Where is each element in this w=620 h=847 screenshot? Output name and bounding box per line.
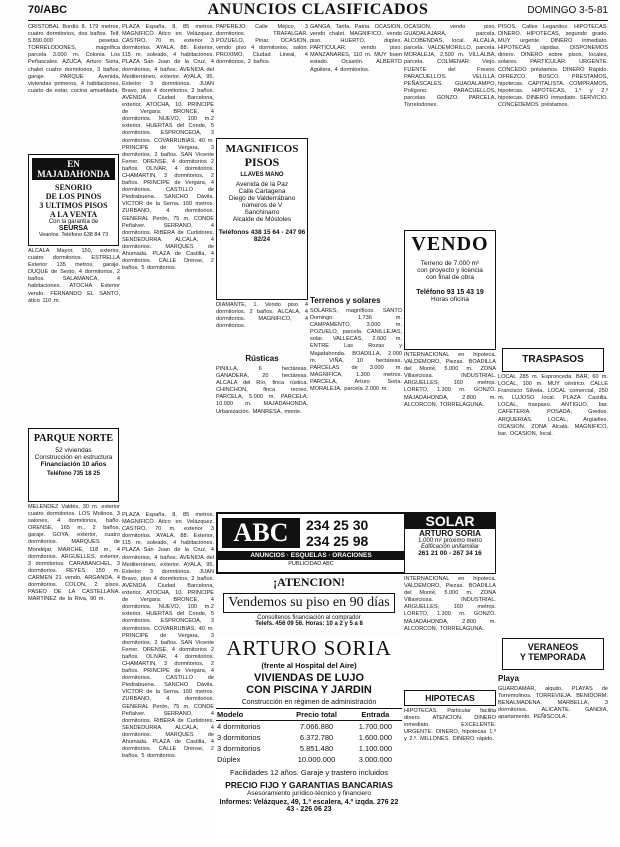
ads-text: ALCALA Mayor, 150, exterior, cuatro dormitorios. ESTRELLA Exterior 135 metros, garaje. DUQUE de Sesto, 4 dormitorios, 2 baños. SALAMANCA, 4 habitaciones. ATOCHA Exterior vendo. FERNANDO EL SANTO, ático 110 m. xyxy=(28,248,120,304)
phone-number: 234 25 30 xyxy=(306,517,369,533)
price-table xyxy=(216,708,402,765)
ad-abc-phones xyxy=(216,512,406,574)
ad-headline: ¡ATENCION! xyxy=(273,575,345,589)
column-1 xyxy=(28,24,120,841)
ad-headline: PISOS xyxy=(244,155,280,169)
ad-line: Sanchinarro xyxy=(244,209,280,216)
ad-line: Construcción en estructura xyxy=(34,454,113,461)
cell: 7.066.880 xyxy=(299,722,334,731)
ad-line: Teléfono 93 15 43 19 xyxy=(416,289,484,296)
table-header xyxy=(216,709,402,721)
cell: 3 dormitorios xyxy=(217,733,261,742)
cell: 5.851.480 xyxy=(299,744,334,753)
ad-headline: EN MAJADAHONDA xyxy=(32,158,115,180)
page-number: 70/ABC xyxy=(28,4,68,16)
ad-line: Teléfono 735 18 25 xyxy=(47,471,100,477)
hipotecas-heading xyxy=(404,690,496,706)
cell: 6.372.780 xyxy=(299,733,334,742)
ad-headline: MAGNIFICOS xyxy=(225,143,299,155)
table-row xyxy=(216,743,402,754)
ad-atencion xyxy=(216,575,402,633)
section-heading: TRASPASOS xyxy=(522,354,584,365)
ads-text: GANGA, Tarifa. Patria. OCASION, vendo chalet. MAGNIFICO, vendo piso. HUERTO, dúplex. PARTICULAR, vendo piso. MANZANARES, 110 m. MUY buen estado. Ocasión. ALBERTO Aguilera, 4 dormitorios. xyxy=(310,24,402,73)
section-rusticas: Rústicas xyxy=(245,354,279,363)
column-5 xyxy=(404,24,496,841)
ad-line: Informes: Velázquez, 49, 1.ª escalera, 4.º izqda. 276 22 43 - 226 06 23 xyxy=(219,799,399,813)
section-heading: Y TEMPORADA xyxy=(519,652,587,662)
issue-date: DOMINGO 3-5-81 xyxy=(527,5,608,16)
ad-line: SEURSA xyxy=(58,225,89,232)
cell: 4 dormitorios xyxy=(217,722,261,731)
ad-arturo-soria xyxy=(216,636,402,842)
ads-text: OCASION, vendo piso. GUADALAJARA, parcela. ALCOBENDAS, local. ALCALA, parcela. VALDEMORILLO, parcela. MORALEJA, 2.500 m. VILLALBA, parcela. COLMENAR Viejo. FUENTE del Fresno. PARACUELLOS. VELILLA. PEÑASCALES. GUADALAMPO, Polígono. PARACUELLOS, parcelas. GONZO. PARCELA, Torrelodones. xyxy=(404,24,496,109)
ad-line: Financiación 10 años xyxy=(40,461,107,468)
ad-headline: Vendemos su piso en 90 días xyxy=(223,593,394,613)
ad-solar xyxy=(404,512,496,574)
ad-line: 1.000 m² próximo metro xyxy=(418,538,482,544)
ad-line: ARTURO SORIA xyxy=(419,529,481,538)
ad-line: CON PISCINA Y JARDIN xyxy=(246,684,372,696)
cell: Dúplex xyxy=(217,755,241,764)
ad-line: DE LOS PINOS xyxy=(45,192,102,201)
ad-line: Facilidades 12 años. Garaje y trastero incluidos xyxy=(230,768,388,777)
ads-text: DIAMANTE, 1. Vendo piso 4 dormitorios, 2 baños. ALCALA, 4 dormitorios. MAGNIFICO, 4 dormitorios. xyxy=(216,302,308,330)
ad-headline: PARQUE NORTE xyxy=(33,433,114,444)
ad-line: Consúltenos financiación al comprador xyxy=(257,615,361,621)
ad-line: 52 viviendas xyxy=(55,447,92,454)
abc-services: ANUNCIOS · ESQUELAS · ORACIONES xyxy=(218,551,404,560)
ads-text: PLAZA España, 8, 85 metros. MAGNIFICO Atico en Velázquez. CASTRO, 70 m. exterior 3 dormitorios. AYALA, 88. Exterior, 115 m. soleado, 4 habitaciones. PLAZA San Juan de la Cruz, 4 dormitorios, 4 baños. AVENIDA del Mediterráneo, exterior. AYALA, 95. Exterior 3 dormitorios. JUAN Bravo, piso 4 dormitorios, 2 baños. AVENIDA Ciudad Barcelona, exterior. ATOCHA, 10. PRINCIPE de Vergara. BRONCE, 4 dormitorios. NUEVO, 100 m.2 exterior. HUERTAS del Conde, 5 dormitorios. ESPRONCEDA, 3 dormitorios. COVARRUBIAS, 40 m. PRINCIPE de Vergara, 3 dormitorios, 2 baños. SAN Vicente Ferrer. ORENSE, 4 dormitorios 2 baños. OLIVAR, 4 dormitorios. CHAMARTIN, 3 dormitorios, 2 baños. PRINCIPE de Vergara, 4 dormitorios. CASTILLO de Piedrabuena. SANCHO Dávila. VICTOR de la Serna, 160 metros. ZURBANO, 4 dormitorios. GENERAL Perón, 75 m. CONDE Peñalver. SERRANO, 4 dormitorios. RIBERA de Curtidores. SENDEDURRA. ALCALA, 4 dormitorios. MARQUES de Ahumada. PLAZA de Castilla, 4 dormitorios. CALLE Orense, 2 baños, 5 dormitorios. xyxy=(122,24,214,272)
ads-text: INTERNACIONAL en hipoteca. VALDEMORO, Piezas. BOADILLA del Monte, 5.000 m. ZONA Villaviciosa. INDUSTRIAL. ARGUELLES, 160 metros. LORETO, 1.300 m. GONZO. MAJADAHONDA, 2.800 m. ALCORCON. TORRELAGUNA. xyxy=(404,576,496,632)
ad-line: con final de obra xyxy=(425,274,475,281)
ad-line: VIVIENDAS DE LUJO xyxy=(253,672,365,684)
section-terrenos: Terrenos y solares xyxy=(310,296,381,305)
ad-line: 3 ULTIMOS PISOS xyxy=(39,201,108,210)
cell: 1.100.000 xyxy=(358,744,393,753)
ad-line: Construcción en régimen de administración xyxy=(241,699,377,706)
ad-headline: VENDO xyxy=(411,233,489,255)
ad-line: Edificación unifamiliar xyxy=(420,544,480,550)
ad-line: Alcalde de Móstoles xyxy=(232,216,292,223)
cell: 10.000.000 xyxy=(297,755,336,764)
col-header: Modelo xyxy=(217,710,244,719)
table-row xyxy=(216,721,402,733)
ad-line: con proyecto y licencia xyxy=(417,267,483,274)
ad-parque-norte xyxy=(28,428,119,502)
veraneos-heading xyxy=(502,638,604,670)
ad-vendo xyxy=(404,230,496,350)
abc-logo: ABC xyxy=(222,518,300,548)
ad-line: Veanlos. Teléfono 638 84 73 xyxy=(38,232,109,238)
ad-line: 261 21 00 - 267 34 16 xyxy=(418,550,482,557)
cell: 1.600.000 xyxy=(358,733,393,742)
phone-number: 234 25 98 xyxy=(306,533,369,549)
ad-line: Asesoramiento jurídico-técnico y financiero xyxy=(247,790,371,797)
ad-magnificos-pisos xyxy=(216,138,308,300)
ads-text: CRISTOBAL Bordiú 8, 179 metros, cuatro dormitorios, dos baños. Telf. 5.890.000 pesetas. TORRELODONES, magnífica parcela 3.000 m. Colonia Los Peñascales. AZUCA, Arturo Soria, chalet cuatro dormitorios, 3 baños, garaje. PARQUE Avenida, viviendas primeros, 4 habitaciones, cuarto de estar, cocina amueblada. xyxy=(28,24,120,94)
section-title: ANUNCIOS CLASIFICADOS xyxy=(207,1,429,18)
ad-line: SENORIO xyxy=(55,183,92,192)
ads-text: PLAZA España, 8, 85 metros. MAGNIFICO Atico en Velázquez. CASTRO, 70 m. exterior 3 dormitorios. AYALA, 88. Exterior, 115 m. soleado, 4 habitaciones. PLAZA San Juan de la Cruz, 4 dormitorios, 4 baños. AVENIDA del Mediterráneo, exterior. AYALA, 95. Exterior 3 dormitorios. JUAN Bravo, piso 4 dormitorios, 2 baños. AVENIDA Ciudad Barcelona, exterior. ATOCHA, 10. PRINCIPE de Vergara. BRONCE, 4 dormitorios. NUEVO, 100 m.2 exterior. HUERTAS del Conde, 5 dormitorios. ESPRONCEDA, 3 dormitorios. COVARRUBIAS, 40 m. PRINCIPE de Vergara, 3 dormitorios, 2 baños. SAN Vicente Ferrer. ORENSE, 4 dormitorios 2 baños. OLIVAR, 4 dormitorios. CHAMARTIN, 3 dormitorios, 2 baños. PRINCIPE de Vergara, 4 dormitorios. CASTILLO de Piedrabuena. SANCHO Dávila. VICTOR de la Serna, 160 metros. ZURBANO, 4 dormitorios. GENERAL Perón, 75 m. CONDE Peñalver. SERRANO, 4 dormitorios. RIBERA de Curtidores. SENDEDURRA. ALCALA, 4 dormitorios. MARQUES de Ahumada. PLAZA de Castilla, 4 dormitorios. CALLE Orense, 2 baños, 5 dormitorios. xyxy=(122,512,214,760)
ad-majadahonda xyxy=(28,154,119,246)
table-row xyxy=(216,754,402,765)
col-header: Entrada xyxy=(361,710,390,719)
traspasos-heading xyxy=(502,348,604,372)
ad-line: A LA VENTA xyxy=(49,210,98,219)
ad-line: Telefs. 456 09 56. Horas: 10 a 2 y 5 a 8 xyxy=(255,621,363,627)
ads-text: PISOS, Calles Leganitos. HIPOTECAS. DINERO. HIPOTECAS, segundo grado. MUY urgente. DINERO inmediato. HIPOTECAS rápidas. DISPONEMOS dinero. DINERO sobre pisos, locales, solares. PARTICULAR. URGENTE. CONCEDO préstamos. DINERO Rápido. OFREZCO. BUSCO. PRESTAMOS, hipotecas. CAPITALISTA. COMPRAMOS, hipotecas. HIPOTECAS, 1.º y 2.º hipotecas. DINERO inmediato. SERVICIO. CONCEDEMOS préstamos. xyxy=(498,24,608,109)
ad-line: Avenida de la Paz xyxy=(235,181,289,188)
ad-line: PRECIO FIJO Y GARANTIAS BANCARIAS xyxy=(225,780,393,790)
ad-line: números de V xyxy=(241,202,283,209)
cell: 3.000.000 xyxy=(358,755,393,764)
ad-line: Calle Cartagena xyxy=(238,188,286,195)
section-heading: VERANEOS xyxy=(527,642,579,652)
ads-text: PINILLA, 6 hectáreas. GANADERA, 20 hectáreas. ALCALA del Río, finca rústica. CHINCHON, finca recreo. PARCELA, 5.000 m. PARCELA, 10.000 m. MAJADAHONDA, Urbanización. MANRESA, monte. xyxy=(216,366,308,415)
ads-text: MELENDEZ Valdés, 30 m. exterior cuatro dormitorios. LOS Molinos, 3 salones, 4 dormitorios, baño. ORENSE, 165 m., 2 baños, garaje. GOYA, exterior, cuatro dormitorios. MARQUES de Mondéjar. MARCHE, 118 m., 4 dormitorios. ARGUELLES, exterior, 3 dormitorios. CARABANCHEL, 3 dormitorios. REYES, 150 m. CARMEN 21 vendo. ARGANDA, 4 dormitorios. COLON, 2 pisos. PASEO DE LA CASTELLANA. MARTINEZ de la Riva, 90 m. xyxy=(28,504,120,603)
cell: 1.700.000 xyxy=(358,722,393,731)
ads-text: GUARDAMAR, alquilo. PLAYAS de Torremolinos. TORREVIEJA. BENIDORM. BENALMADENA. MARBELLA, 3 dormitorios. ALICANTE. GANDIA, apartamento. PEÑISCOLA. xyxy=(498,686,608,721)
ads-text: INTERNACIONAL en hipoteca. VALDEMORO, Piezas. BOADILLA del Monte, 5.000 m. ZONA Villaviciosa. INDUSTRIAL. ARGUELLES, 160 metros. LORETO, 1.300 m. GONZO. MAJADAHONDA, 2.800 m. ALCORCON. TORRELAGUNA. xyxy=(404,352,496,408)
ad-line: Horas oficina xyxy=(431,296,469,303)
ad-line: LLAVES MANO xyxy=(240,172,284,178)
column-6 xyxy=(498,24,608,841)
ads-text: LOCAL 285 m. Espronceda. BAR, 60 m. LOCAL, 100 m. MUY céntrico. CALLE Francisco Silvela. LOCAL comercial, 250 m. LUJOSO local. PLAZA Castilla. LOCAL, traspaso. ANTIGUO, bar. CAFETERIA. POSADA, Gredos. ARQUERIAS. LOCAL, Argüelles. OCASION. ZONA Alcalá. MAGNIFICO, bar. OCASION, local. xyxy=(498,374,608,437)
ad-headline: ARTURO SORIA xyxy=(226,636,392,660)
section-heading: HIPOTECAS xyxy=(425,693,475,703)
cell: 3 dormitorios xyxy=(217,744,261,753)
ad-headline: SOLAR xyxy=(405,513,495,529)
table-row xyxy=(216,732,402,743)
abc-tagline: PUBLICIDAD ABC xyxy=(288,561,334,567)
ad-line: Diego de Valderrábano xyxy=(228,195,296,202)
page-header xyxy=(28,0,608,21)
ad-line: Teléfonos 438 15 64 - 247 96 82/24 xyxy=(218,229,306,243)
ads-text: HIPOTECAS. Particular facilita dinero. ATENCION. DINERO inmediato. EXCELENTE. URGENTE. DINERO, hipotecas 1.º y 2.º. MILLONES. DINERO rápido. xyxy=(404,708,496,743)
ads-text: SOLARES, magníficos. SANTO Domingo. 1.736 m. CAMPAMENTO, 3.000 m. POZUELO, parcela. CANILLEJAS, solar. VALLECAS, 2.600 m. ENTRE Las Rozas y Majadahonda. BOADILLA, 2.000 m. VIÑA, 10 hectáreas. PARCELAS de 3.000 m. MAGNIFICA, 1.300 metros. PARCELA, Arturo Soria. MORALEJA, parcela 2.000 m. xyxy=(310,308,402,393)
ad-line: (frente al Hospital del Aire) xyxy=(261,661,357,670)
ad-line: Terreno de 7.000 m² xyxy=(420,260,480,267)
col-header: Precio total xyxy=(296,710,337,719)
ad-line: Con la garantía de xyxy=(48,219,99,225)
ads-text: PAPEREJO Calle Méjico, 3 dormitorios. TRAFALGAR. POZUELO, Pinar. OCASION, vendo piso 4 dormitorios, salón. PROXIMO, Ciudad Lineal, 4 dormitorios, 2 baños. xyxy=(216,24,308,66)
section-playa: Playa xyxy=(498,674,519,683)
